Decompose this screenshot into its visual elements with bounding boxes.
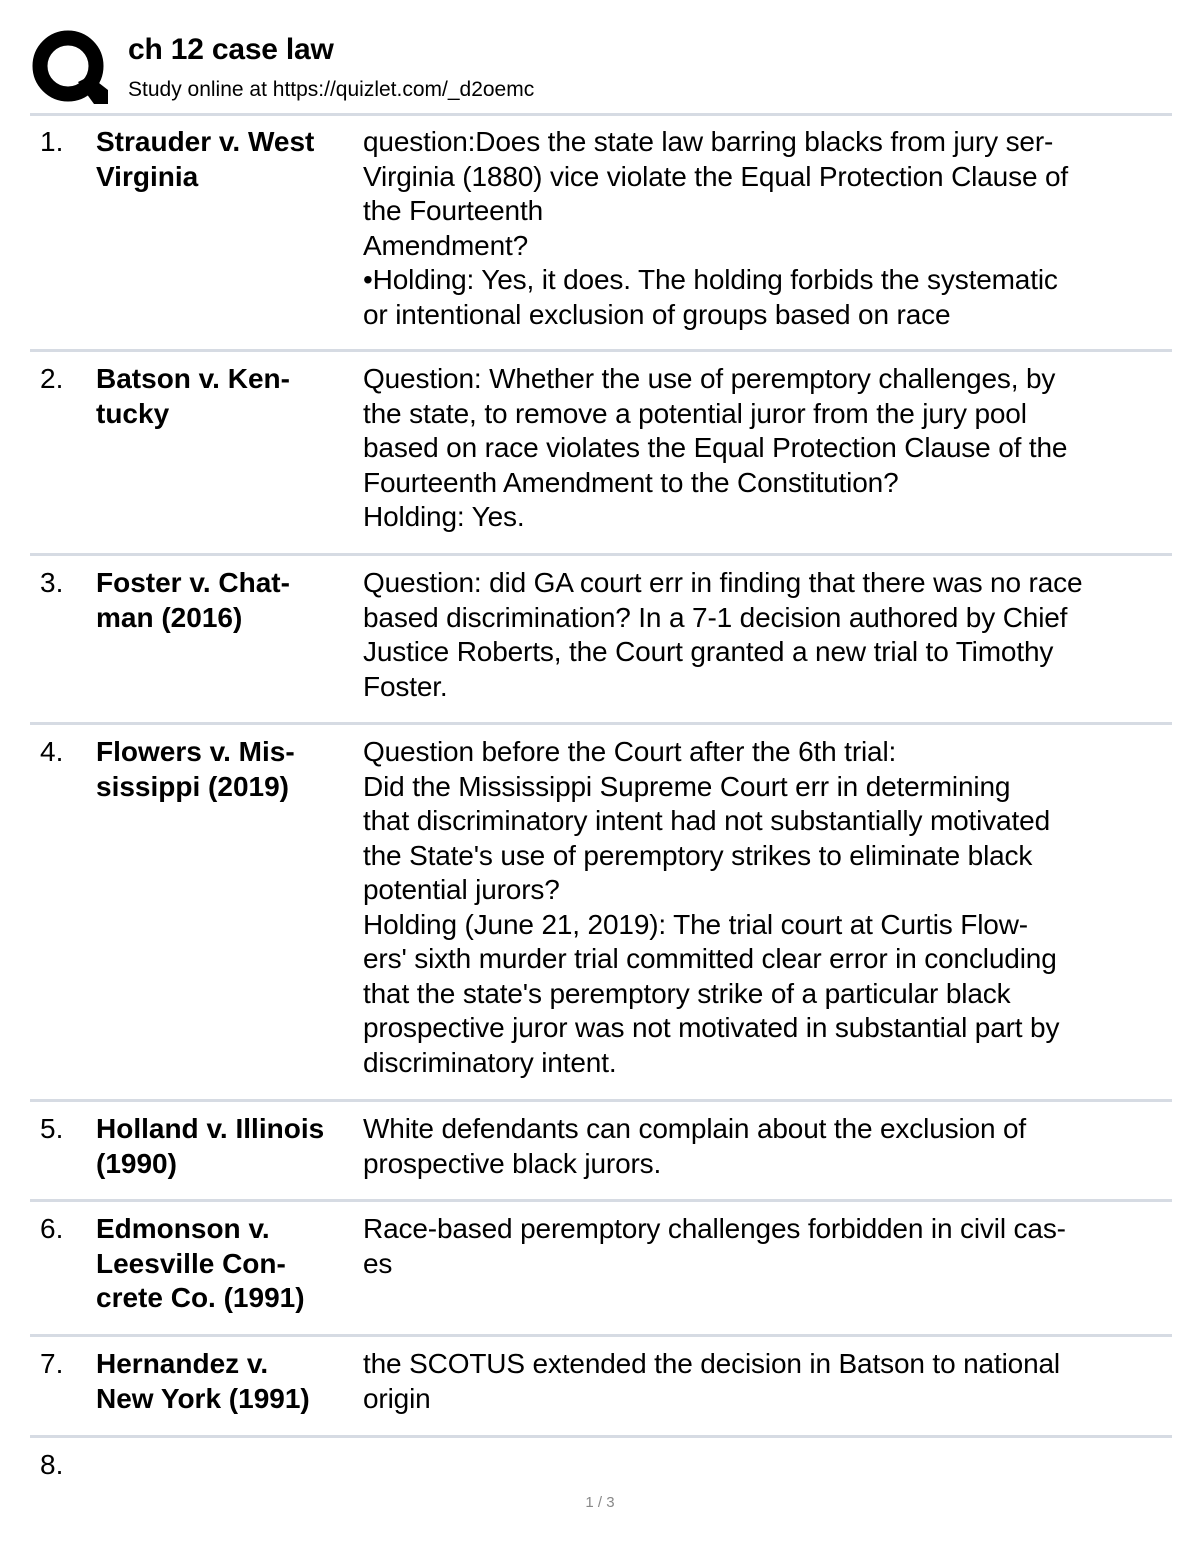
card-number: 4. (40, 736, 64, 767)
card-term: Holland v. Illinois (1990) (96, 1113, 325, 1179)
card-number: 7. (40, 1348, 64, 1379)
divider (30, 1435, 1172, 1438)
card-number: 2. (40, 363, 64, 394)
card-term: Batson v. Ken- tucky (96, 363, 290, 429)
card-number: 1. (40, 126, 64, 157)
study-online-link[interactable]: Study online at https://quizlet.com/_d2oemc (128, 78, 535, 101)
set-title: ch 12 case law (128, 33, 334, 66)
quizlet-logo-icon (30, 28, 110, 108)
card-definition: the SCOTUS extended the decision in Batson to national origin (363, 1348, 1060, 1414)
card-number: 6. (40, 1213, 64, 1244)
divider (30, 349, 1172, 352)
divider (30, 1099, 1172, 1102)
card-definition: Question: Whether the use of peremptory challenges, by the state, to remove a potential juror from the jury pool based on race violates the Equal Protection Clause of the Fourteenth Amendment to the Constitution? Holding: Yes. (363, 363, 1068, 532)
card-term: Flowers v. Mis- sissippi (2019) (96, 736, 295, 802)
card-term: Edmonson v. Leesville Con- crete Co. (1991) (96, 1213, 305, 1313)
card-term: Strauder v. West Virginia (96, 126, 315, 192)
card-definition: Question: did GA court err in finding that there was no race based discrimination? In a 7-1 decision authored by Chief Justice Roberts, the Court granted a new trial to Timothy Foster. (363, 567, 1083, 702)
divider (30, 1334, 1172, 1337)
header (30, 28, 1172, 108)
card-term: Hernandez v. New York (1991) (96, 1348, 310, 1414)
card-number: 8. (40, 1449, 64, 1480)
divider (30, 1199, 1172, 1202)
divider (30, 113, 1172, 116)
card-definition: Race-based peremptory challenges forbidden in civil cas- es (363, 1213, 1066, 1279)
page-indicator: 1 / 3 (585, 1494, 615, 1511)
divider (30, 553, 1172, 556)
card-definition: Question before the Court after the 6th trial: Did the Mississippi Supreme Court err in determining that discriminatory intent had not substantially motivated the State's use of peremptory strikes to eliminate black potential jurors? Holding (June 21, 2019): The trial court at Curtis Flow- ers' sixth murder trial committed clear error in concluding that the state's peremptory strike of a particular black prospective juror was not motivated in substantial part by discriminatory intent. (363, 736, 1060, 1078)
card-definition: question:Does the state law barring blacks from jury ser- Virginia (1880) vice violate the Equal Protection Clause of the Fourteenth Amendment? •Holding: Yes, it does. The holding forbids the systematic or intentional exclusion of groups based on race (363, 126, 1069, 330)
card-number: 5. (40, 1113, 64, 1144)
card-definition: White defendants can complain about the exclusion of prospective black jurors. (363, 1113, 1027, 1179)
card-number: 3. (40, 567, 64, 598)
divider (30, 722, 1172, 725)
card-term: Foster v. Chat- man (2016) (96, 567, 290, 633)
